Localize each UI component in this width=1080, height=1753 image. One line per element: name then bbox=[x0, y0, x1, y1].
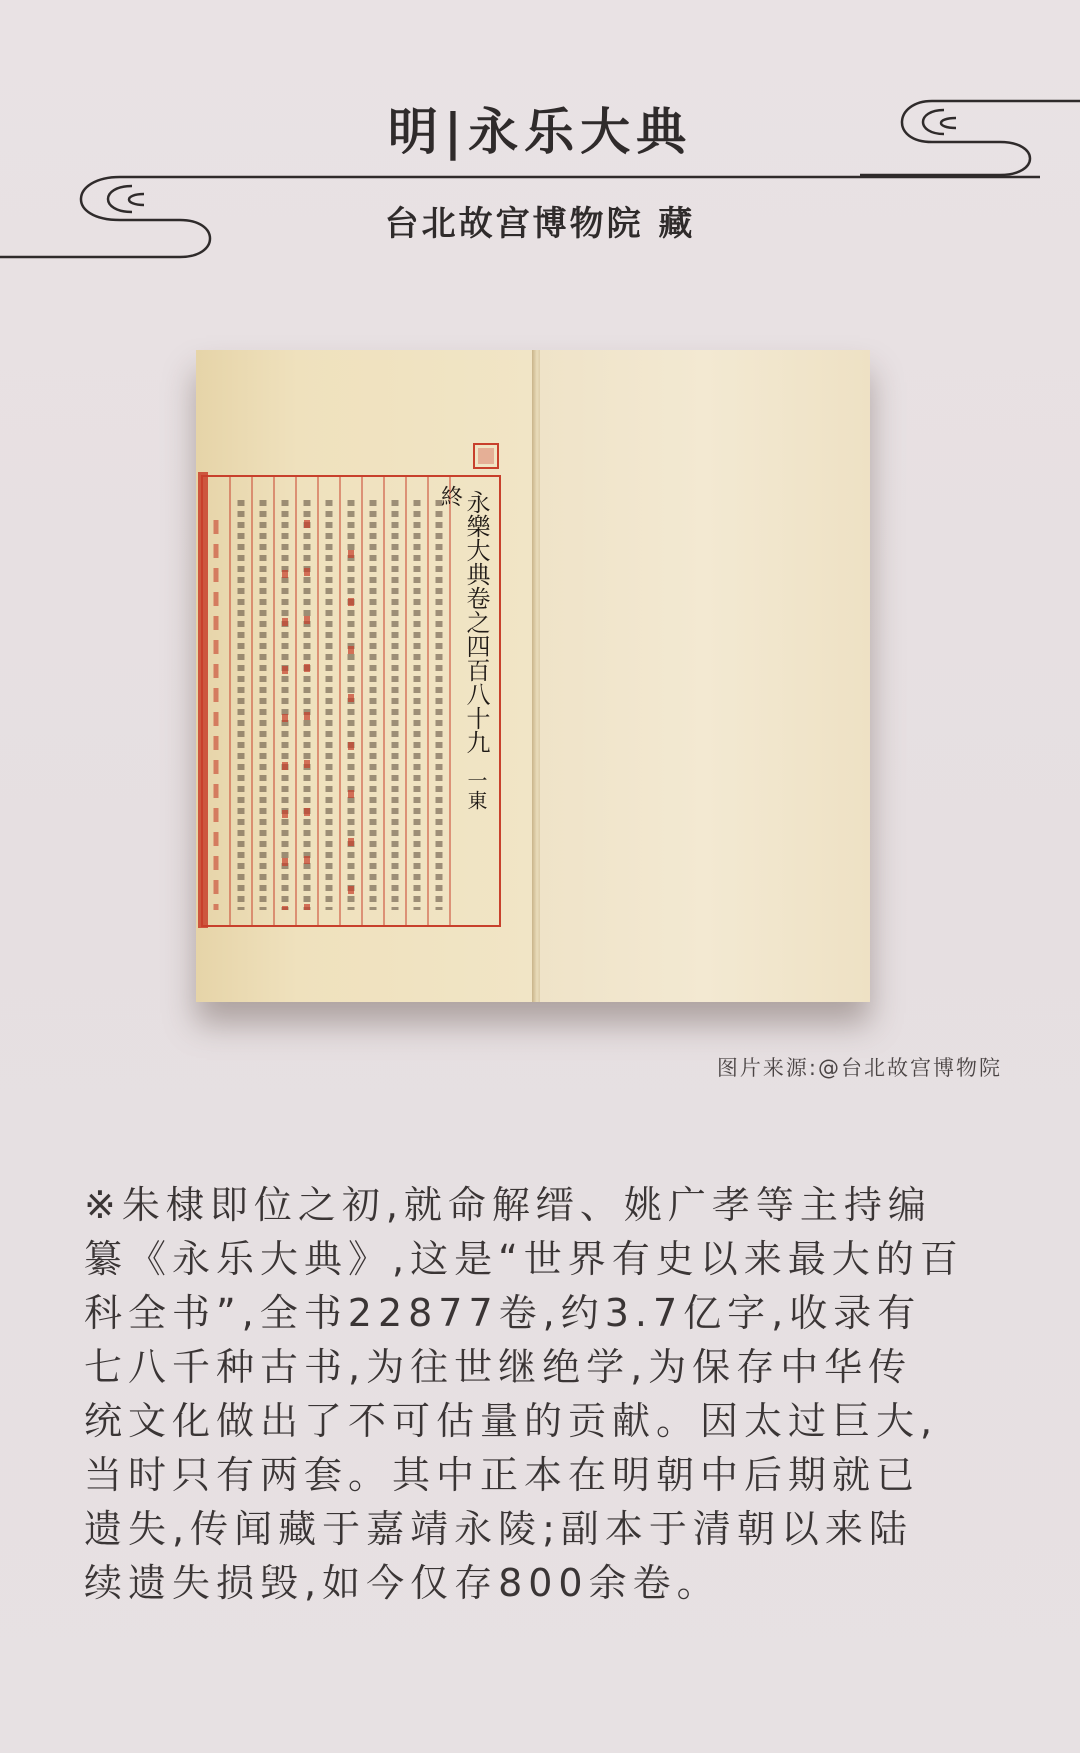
body-line: 七八千种古书,为往世继绝学,为保存中华传 bbox=[84, 1345, 913, 1389]
book-section-label: 一東 bbox=[464, 770, 488, 810]
book-left-page bbox=[196, 350, 534, 1002]
book-title-column: 永樂大典卷之四百八十九 bbox=[462, 490, 490, 754]
body-line: 续遗失损毁,如今仅存800余卷。 bbox=[84, 1561, 721, 1605]
body-line: ※朱棣即位之初,就命解缙、姚广孝等主持编 bbox=[84, 1183, 932, 1227]
body-line: 遗失,传闻藏于嘉靖永陵;副本于清朝以来陆 bbox=[84, 1507, 913, 1551]
page-subtitle: 台北故宫博物院 藏 bbox=[384, 204, 696, 244]
body-line: 当时只有两套。其中正本在明朝中后期就已 bbox=[84, 1453, 921, 1497]
book-text-block bbox=[196, 350, 534, 1002]
body-line: 纂《永乐大典》,这是“世界有史以来最大的百 bbox=[84, 1237, 964, 1281]
body-line: 科全书”,全书22877卷,约3.7亿字,收录有 bbox=[84, 1291, 922, 1335]
description-paragraph bbox=[84, 1178, 1004, 1610]
book-right-page bbox=[540, 350, 870, 1002]
page-title: 明|永乐大典 bbox=[387, 102, 693, 161]
body-line: 统文化做出了不可估量的贡献。因太过巨大, bbox=[84, 1399, 939, 1443]
book-photo bbox=[196, 350, 870, 1002]
book-end-mark: 終 bbox=[437, 485, 463, 507]
image-credit: 图片来源:@台北故宫博物院 bbox=[716, 1056, 1002, 1080]
